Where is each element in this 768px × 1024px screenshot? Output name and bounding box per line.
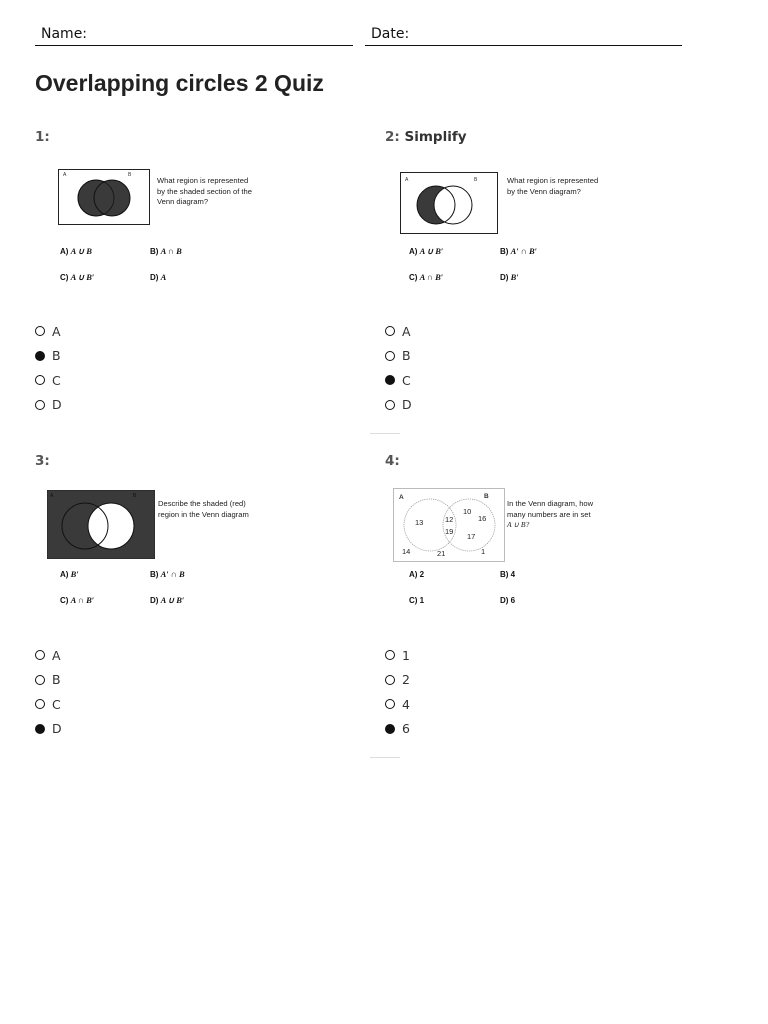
choice-label: B) — [500, 570, 509, 579]
question-4-text — [507, 499, 593, 531]
choice-label: C) — [60, 273, 69, 282]
question-3-circle-b — [88, 503, 134, 549]
question-2-options — [385, 322, 412, 414]
option-label: D — [52, 721, 62, 736]
choice-label: D) — [500, 596, 509, 605]
question-3-set-b-label: B — [133, 493, 137, 499]
question-2-number: 2: — [385, 129, 400, 145]
venn-number: 14 — [402, 547, 411, 556]
radio-button[interactable] — [385, 650, 395, 660]
choice-label: D) — [150, 596, 159, 605]
choice-expr: A ∪ B′ — [70, 272, 95, 282]
venn-number: 10 — [463, 507, 472, 516]
radio-button[interactable] — [35, 699, 45, 709]
question-2-text — [507, 176, 598, 197]
question-3-header — [35, 453, 50, 469]
choice-label: A) — [60, 247, 69, 256]
option-label: A — [52, 647, 61, 663]
radio-button[interactable] — [385, 724, 395, 734]
venn-number: 19 — [445, 527, 454, 536]
radio-button[interactable] — [35, 650, 45, 660]
choice-label: B) — [500, 247, 509, 256]
choice-label: A) — [409, 247, 418, 256]
question-1-text-line: by the shaded section of the — [157, 186, 252, 196]
question-1-options — [35, 322, 62, 414]
question-1-option-a[interactable] — [35, 322, 62, 340]
choice-expr: A ∪ B — [70, 246, 92, 256]
question-1-choice-d — [150, 272, 166, 282]
choice-label: B) — [150, 247, 159, 256]
question-4-choice-c — [409, 595, 424, 605]
choice-label: C) — [409, 596, 418, 605]
question-4-number: 4: — [385, 453, 400, 469]
choice-expr: A — [160, 272, 167, 282]
question-3-choice-d — [150, 595, 184, 606]
question-2-choice-c — [409, 272, 443, 282]
radio-button[interactable] — [35, 375, 45, 385]
choice-label: D) — [500, 273, 509, 282]
question-3-set-a-label: A — [50, 493, 54, 499]
question-4-set-b-label: B — [484, 493, 489, 500]
choice-expr: A ∩ B — [160, 246, 182, 256]
question-1-number: 1: — [35, 129, 50, 145]
question-3-choice-b — [150, 569, 185, 579]
question-1-choice-a — [60, 246, 92, 257]
question-2-text-line: by the Venn diagram? — [507, 186, 581, 196]
question-4-header — [385, 453, 400, 469]
question-2-choice-a — [409, 246, 443, 257]
choice-expr: A′ ∩ B — [160, 569, 185, 579]
choice-expr: 6 — [510, 596, 516, 605]
question-3-option-d[interactable] — [35, 720, 62, 738]
option-label: B — [52, 672, 61, 687]
venn-number: 21 — [437, 549, 446, 558]
question-4-text-line: A ∪ B? — [507, 520, 530, 529]
venn-number: 17 — [467, 532, 476, 541]
question-2-choice-b — [500, 246, 537, 256]
question-2-subtitle: Simplify — [404, 129, 467, 145]
choice-expr: 4 — [510, 570, 516, 579]
option-label: B — [402, 348, 411, 363]
question-3-options — [35, 646, 62, 738]
radio-button[interactable] — [385, 326, 395, 336]
question-4-text-line: In the Venn diagram, how — [507, 499, 594, 508]
option-label: 2 — [402, 672, 410, 687]
choice-expr: A′ ∩ B′ — [510, 246, 538, 256]
choice-expr: A ∩ B′ — [70, 595, 95, 605]
choice-expr: B′ — [510, 272, 519, 282]
option-label: C — [52, 372, 61, 388]
choice-label: C) — [60, 596, 69, 605]
option-label: D — [52, 397, 62, 412]
venn-number: 16 — [478, 514, 487, 523]
question-2-option-d[interactable] — [385, 396, 412, 414]
question-4-option-2[interactable] — [385, 671, 410, 689]
radio-button[interactable] — [385, 699, 395, 709]
question-3-option-b[interactable] — [35, 671, 62, 689]
date-line[interactable] — [365, 45, 682, 46]
choice-expr: B′ — [70, 569, 79, 579]
question-2-header — [385, 129, 467, 145]
choice-expr: 2 — [419, 570, 425, 579]
question-3-text-line: Describe the shaded (red) — [158, 499, 246, 508]
question-4-choice-b — [500, 569, 515, 579]
question-1-option-b[interactable] — [35, 347, 62, 365]
choice-label: D) — [150, 273, 159, 282]
question-4-venn-diagram — [393, 488, 505, 562]
option-label: D — [402, 397, 412, 412]
radio-button[interactable] — [35, 351, 45, 361]
radio-button[interactable] — [385, 351, 395, 361]
radio-button[interactable] — [35, 675, 45, 685]
option-label: 6 — [402, 721, 410, 736]
radio-button[interactable] — [35, 724, 45, 734]
option-label: 1 — [402, 647, 410, 663]
name-label: Name: — [41, 26, 88, 42]
choice-expr: A ∩ B′ — [419, 272, 444, 282]
radio-button[interactable] — [35, 326, 45, 336]
option-label: 4 — [402, 696, 410, 712]
question-1-circle-b — [94, 180, 130, 216]
question-2-venn-diagram — [400, 172, 498, 234]
question-2-option-a[interactable] — [385, 322, 412, 340]
venn-number: 1 — [481, 547, 486, 556]
question-1-set-a-label: A — [63, 172, 67, 178]
radio-button[interactable] — [385, 675, 395, 685]
option-label: C — [52, 696, 61, 712]
choice-expr: A ∪ B′ — [160, 595, 185, 605]
question-2-set-a-label: A — [405, 177, 409, 183]
choice-expr: A ∪ B′ — [419, 246, 444, 256]
option-label: C — [402, 372, 411, 388]
section-divider — [370, 757, 400, 758]
question-4-choice-a — [409, 569, 424, 579]
question-3-text — [158, 499, 249, 520]
choice-label: A) — [60, 570, 69, 579]
question-4-choice-d — [500, 595, 515, 605]
question-1-text — [157, 176, 252, 208]
option-label: A — [52, 323, 61, 339]
question-2-option-b[interactable] — [385, 347, 412, 365]
question-4-options — [385, 646, 410, 738]
question-2-option-c[interactable] — [385, 371, 412, 389]
question-4-option-6[interactable] — [385, 720, 410, 738]
question-4-text-line: many numbers are in set — [507, 509, 591, 519]
question-3-text-line: region in the Venn diagram — [158, 509, 249, 519]
question-1-text-line: Venn diagram? — [157, 197, 209, 206]
question-3-option-c[interactable] — [35, 695, 62, 713]
choice-expr: 1 — [419, 596, 425, 605]
question-1-venn-diagram — [58, 169, 150, 225]
choice-label: B) — [150, 570, 159, 579]
question-4-option-4[interactable] — [385, 695, 410, 713]
question-2-choice-d — [500, 272, 519, 282]
name-line[interactable] — [35, 45, 353, 46]
question-4-option-1[interactable] — [385, 646, 410, 664]
question-2-set-b-label: B — [474, 177, 478, 183]
venn-number: 13 — [415, 518, 424, 527]
question-3-venn-diagram — [47, 490, 155, 559]
question-1-choice-c — [60, 272, 94, 283]
radio-button[interactable] — [35, 400, 45, 410]
question-3-choice-c — [60, 595, 94, 605]
section-divider — [370, 433, 400, 434]
question-2-text-line: What region is represented — [507, 176, 599, 185]
question-1-set-b-label: B — [128, 172, 132, 178]
choice-label: A) — [409, 570, 418, 579]
question-1-choice-b — [150, 246, 182, 256]
question-3-choice-a — [60, 569, 79, 579]
question-1-text-line: What region is represented — [157, 176, 249, 185]
question-4-set-a-label: A — [399, 494, 404, 501]
option-label: B — [52, 348, 61, 363]
question-1-option-c[interactable] — [35, 371, 62, 389]
venn-number: 12 — [445, 515, 454, 524]
question-3-option-a[interactable] — [35, 646, 62, 664]
radio-button[interactable] — [385, 375, 395, 385]
date-label: Date: — [371, 26, 410, 42]
choice-label: C) — [409, 273, 418, 282]
question-3-number: 3: — [35, 453, 50, 469]
question-2-circle-b — [434, 186, 472, 224]
question-1-option-d[interactable] — [35, 396, 62, 414]
option-label: A — [402, 323, 411, 339]
question-1-header — [35, 129, 50, 145]
radio-button[interactable] — [385, 400, 395, 410]
page-title: Overlapping circles 2 Quiz — [35, 70, 324, 96]
